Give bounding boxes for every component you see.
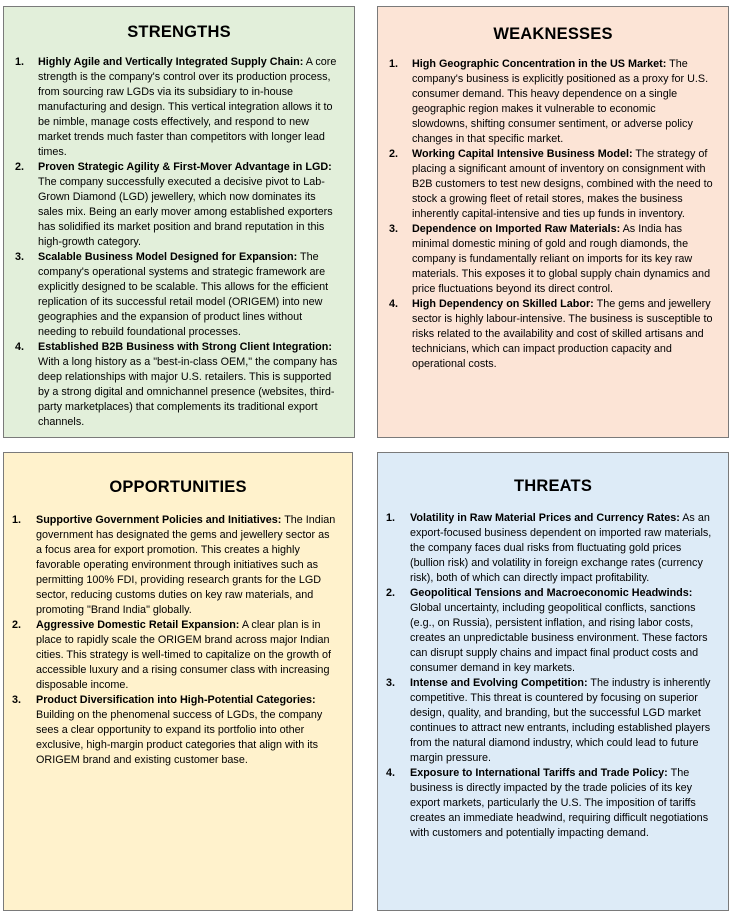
item-number: 3. [12,694,22,706]
opportunities-item [4,618,352,693]
strengths-item [4,250,354,340]
item-heading: Dependence on Imported Raw Materials: [412,223,621,235]
item-heading: Established B2B Business with Strong Client Integration: [38,341,332,353]
threats-item [378,586,728,676]
item-text: The company's business is explicitly positioned as a proxy for U.S. consumer demand. This heavy dependence on a single geographic region makes it vulnerable to economic slowdowns, shifting consumer sentiment, or adverse policy changes in that specific market. [412,58,709,145]
item-text: The Indian government has designated the gems and jewellery sector as a focus area for export promotion. This creates a highly favorable operating environment through initiatives such as permitting 100% FDI, providing research grants for the LGD sector, reducing customs duties on key raw materials, and promoting "Brand India" globally. [36,514,336,616]
threats-item [378,511,728,586]
item-text: The industry is inherently competitive. This threat is countered by focusing on superior design, quality, and branding, but the successful LGD market continues to attract new entrants, including established players from the natural diamond industry, which could lead to future margin pressure. [410,677,711,764]
item-heading: Working Capital Intensive Business Model: [412,148,633,160]
strengths-list [4,55,354,430]
item-text: The company's operational systems and strategic framework are explicitly designed to be scalable. This allows for the efficient replication of its successful retail model (ORIGEM) into new geographies and the expansion of product lines without needing to rebuild foundational processes. [38,251,329,338]
item-number: 3. [15,251,25,263]
weaknesses-item [378,297,728,372]
threats-item [378,676,728,766]
weaknesses-title: WEAKNESSES [493,25,613,43]
item-number: 3. [386,677,396,689]
item-heading: Scalable Business Model Designed for Expansion: [38,251,298,263]
strengths-item [4,160,354,250]
threats-list [378,511,728,841]
strengths-panel [3,6,355,438]
item-heading: Intense and Evolving Competition: [410,677,588,689]
item-text: A clear plan is in place to rapidly scale the ORIGEM brand across major Indian cities. This strategy is well-timed to capitalize on the growth of accessible luxury and a rising consumer class with increasing disposable income. [36,619,332,691]
item-heading: Product Diversification into High-Potential Categories: [36,694,316,706]
item-heading: Exposure to International Tariffs and Trade Policy: [410,767,668,779]
threats-title: THREATS [513,477,593,495]
item-number: 4. [389,298,399,310]
item-heading: Proven Strategic Agility & First-Mover Advantage in LGD: [38,161,332,173]
threats-panel [377,452,729,911]
opportunities-item [4,693,352,768]
item-heading: High Dependency on Skilled Labor: [412,298,594,310]
item-text: A core strength is the company's control over its production process, from sourcing raw LGDs via its subsidiary to in-house manufacturing and design. This vertical integration allows it to be nimble, manage costs effectively, and respond to new market trends much faster than competitors with longer lead times. [38,56,337,158]
item-number: 2. [15,161,25,173]
item-text: As an export-focused business dependent on imported raw materials, the company faces dual risks from fluctuating gold prices (bullion risk) and volatility in foreign exchange rates (currency risk), both of which can directly impact profitability. [410,512,712,584]
weaknesses-list [378,57,728,372]
item-text: The company successfully executed a decisive pivot to Lab-Grown Diamond (LGD) jewellery, which now dominates its sales mix. Being an early mover among established exporters has solidified its market position and brand reputation in this high-growth category. [38,176,333,248]
strengths-item [4,55,354,160]
opportunities-panel [3,452,353,911]
weaknesses-item [378,222,728,297]
opportunities-title: OPPORTUNITIES [109,478,247,496]
item-heading: Supportive Government Policies and Initiatives: [36,514,282,526]
item-text: Global uncertainty, including geopolitical conflicts, sanctions (e.g., on Russia), persistent inflation, and rising labor costs, creates an unpredictable business environment. These factors can disrupt supply chains and impact final product costs and consumer demand in key markets. [410,602,708,674]
item-text: With a long history as a "best-in-class OEM," the company has deep relationships with major U.S. retailers. This is supported by a strong digital and omnichannel presence (websites, third-party marketplaces) that complements its traditional export channels. [38,356,338,428]
item-number: 3. [389,223,399,235]
item-text: Building on the phenomenal success of LGDs, the company sees a clear opportunity to expand its portfolio into other exclusive, high-margin product categories that align with its ORIGEM brand and existing customer base. [36,709,323,766]
weaknesses-item [378,57,728,147]
item-number: 1. [389,58,399,70]
opportunities-list [4,513,352,768]
weaknesses-item [378,147,728,222]
strengths-item [4,340,354,430]
item-text: The business is directly impacted by the trade policies of its key export markets, particularly the U.S. The imposition of tariffs creates an immediate headwind, requiring difficult negotiations with customers and potentially impacting demand. [410,767,709,839]
item-number: 1. [12,514,22,526]
item-heading: Volatility in Raw Material Prices and Currency Rates: [410,512,680,524]
item-number: 4. [386,767,396,779]
item-number: 1. [386,512,396,524]
item-number: 1. [15,56,25,68]
item-heading: Aggressive Domestic Retail Expansion: [36,619,240,631]
item-text: As India has minimal domestic mining of gold and rough diamonds, the company is fundamentally reliant on imports for its key raw materials. This exposes it to global supply chain dynamics and price fluctuations beyond its direct control. [412,223,711,295]
strengths-title: STRENGTHS [127,23,231,41]
item-heading: Geopolitical Tensions and Macroeconomic Headwinds: [410,587,693,599]
item-heading: Highly Agile and Vertically Integrated Supply Chain: [38,56,304,68]
item-text: The gems and jewellery sector is highly labour-intensive. The business is susceptible to risks related to the availability and cost of skilled artisans and technicians, which can impact production capacity and operational costs. [412,298,713,370]
opportunities-item [4,513,352,618]
item-number: 2. [389,148,399,160]
threats-item [378,766,728,841]
item-heading: High Geographic Concentration in the US Market: [412,58,667,70]
item-number: 2. [12,619,22,631]
item-number: 4. [15,341,25,353]
weaknesses-panel [377,6,729,438]
item-text: The strategy of placing a significant amount of inventory on consignment with B2B customers to test new designs, combined with the need to stock a growing fleet of retail stores, makes the business inherently capital-intensive and ties up funds in inventory. [412,148,713,220]
item-number: 2. [386,587,396,599]
